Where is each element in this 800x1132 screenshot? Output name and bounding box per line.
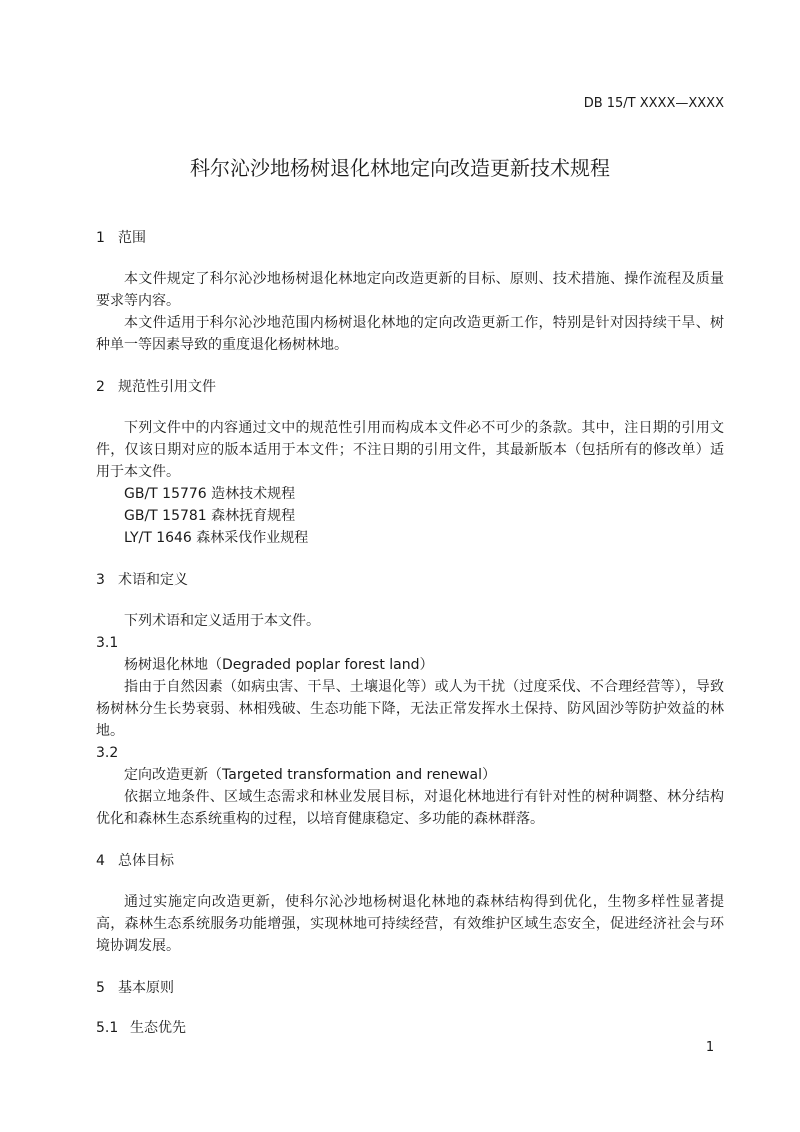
section-1-paragraph-2: 本文件适用于科尔沁沙地范围内杨树退化林地的定向改造更新工作，特别是针对因持续干旱、树种单一等因素导致的重度退化杨树林地。 [96,315,724,353]
section-number: 5 [96,980,105,996]
section-number: 4 [96,853,105,869]
section-title: 规范性引用文件 [118,379,216,395]
section-4-heading [96,851,724,872]
term-name: 定向改造更新（Targeted transformation and renewal） [124,767,496,783]
reference-item: GB/T 15776 造林技术规程 [124,486,296,502]
section-title: 术语和定义 [118,572,188,588]
section-5-heading [96,978,724,999]
term-number: 3.1 [96,635,119,651]
reference-item: GB/T 15781 森林抚育规程 [124,508,296,524]
term-definition: 指由于自然因素（如病虫害、干旱、土壤退化等）或人为干扰（过度采伐、不合理经营等），导致杨树林分生长势衰弱、林相残破、生态功能下降，无法正常发挥水土保持、防风固沙等防护效益的林地。 [96,679,724,739]
subsection-5-1-heading [96,1018,724,1039]
section-title: 总体目标 [118,853,174,869]
section-number: 3 [96,572,105,588]
section-number: 2 [96,379,105,395]
section-1-paragraph-1: 本文件规定了科尔沁沙地杨树退化林地定向改造更新的目标、原则、技术措施、操作流程及质量要求等内容。 [96,271,724,309]
section-3-heading [96,570,724,591]
document-body [96,228,724,1039]
section-title: 范围 [118,230,146,246]
document-title: 科尔沁沙地杨树退化林地定向改造更新技术规程 [190,156,610,180]
term-number: 3.2 [96,745,119,761]
section-1-heading [96,228,724,249]
standard-code: DB 15/T XXXX—XXXX [583,96,724,111]
section-title: 基本原则 [118,980,174,996]
reference-item: LY/T 1646 森林采伐作业规程 [124,530,309,546]
term-definition: 依据立地条件、区域生态需求和林业发展目标，对退化林地进行有针对性的树种调整、林分结构优化和森林生态系统重构的过程，以培育健康稳定、多功能的森林群落。 [96,789,724,827]
section-2-heading [96,377,724,398]
subsection-number: 5.1 [96,1020,119,1036]
section-number: 1 [96,230,105,246]
section-2-paragraph: 下列文件中的内容通过文中的规范性引用而构成本文件必不可少的条款。其中，注日期的引用文件，仅该日期对应的版本适用于本文件；不注日期的引用文件，其最新版本（包括所有的修改单）适用于本文件。 [96,420,724,480]
section-4-paragraph: 通过实施定向改造更新，使科尔沁沙地杨树退化林地的森林结构得到优化，生物多样性显著提高，森林生态系统服务功能增强，实现林地可持续经营，有效维护区域生态安全，促进经济社会与环境协调发展。 [96,894,724,954]
subsection-title: 生态优先 [130,1020,186,1036]
term-name: 杨树退化林地（Degraded poplar forest land） [124,657,434,673]
section-3-intro: 下列术语和定义适用于本文件。 [124,613,320,629]
page-number: 1 [705,1040,715,1055]
